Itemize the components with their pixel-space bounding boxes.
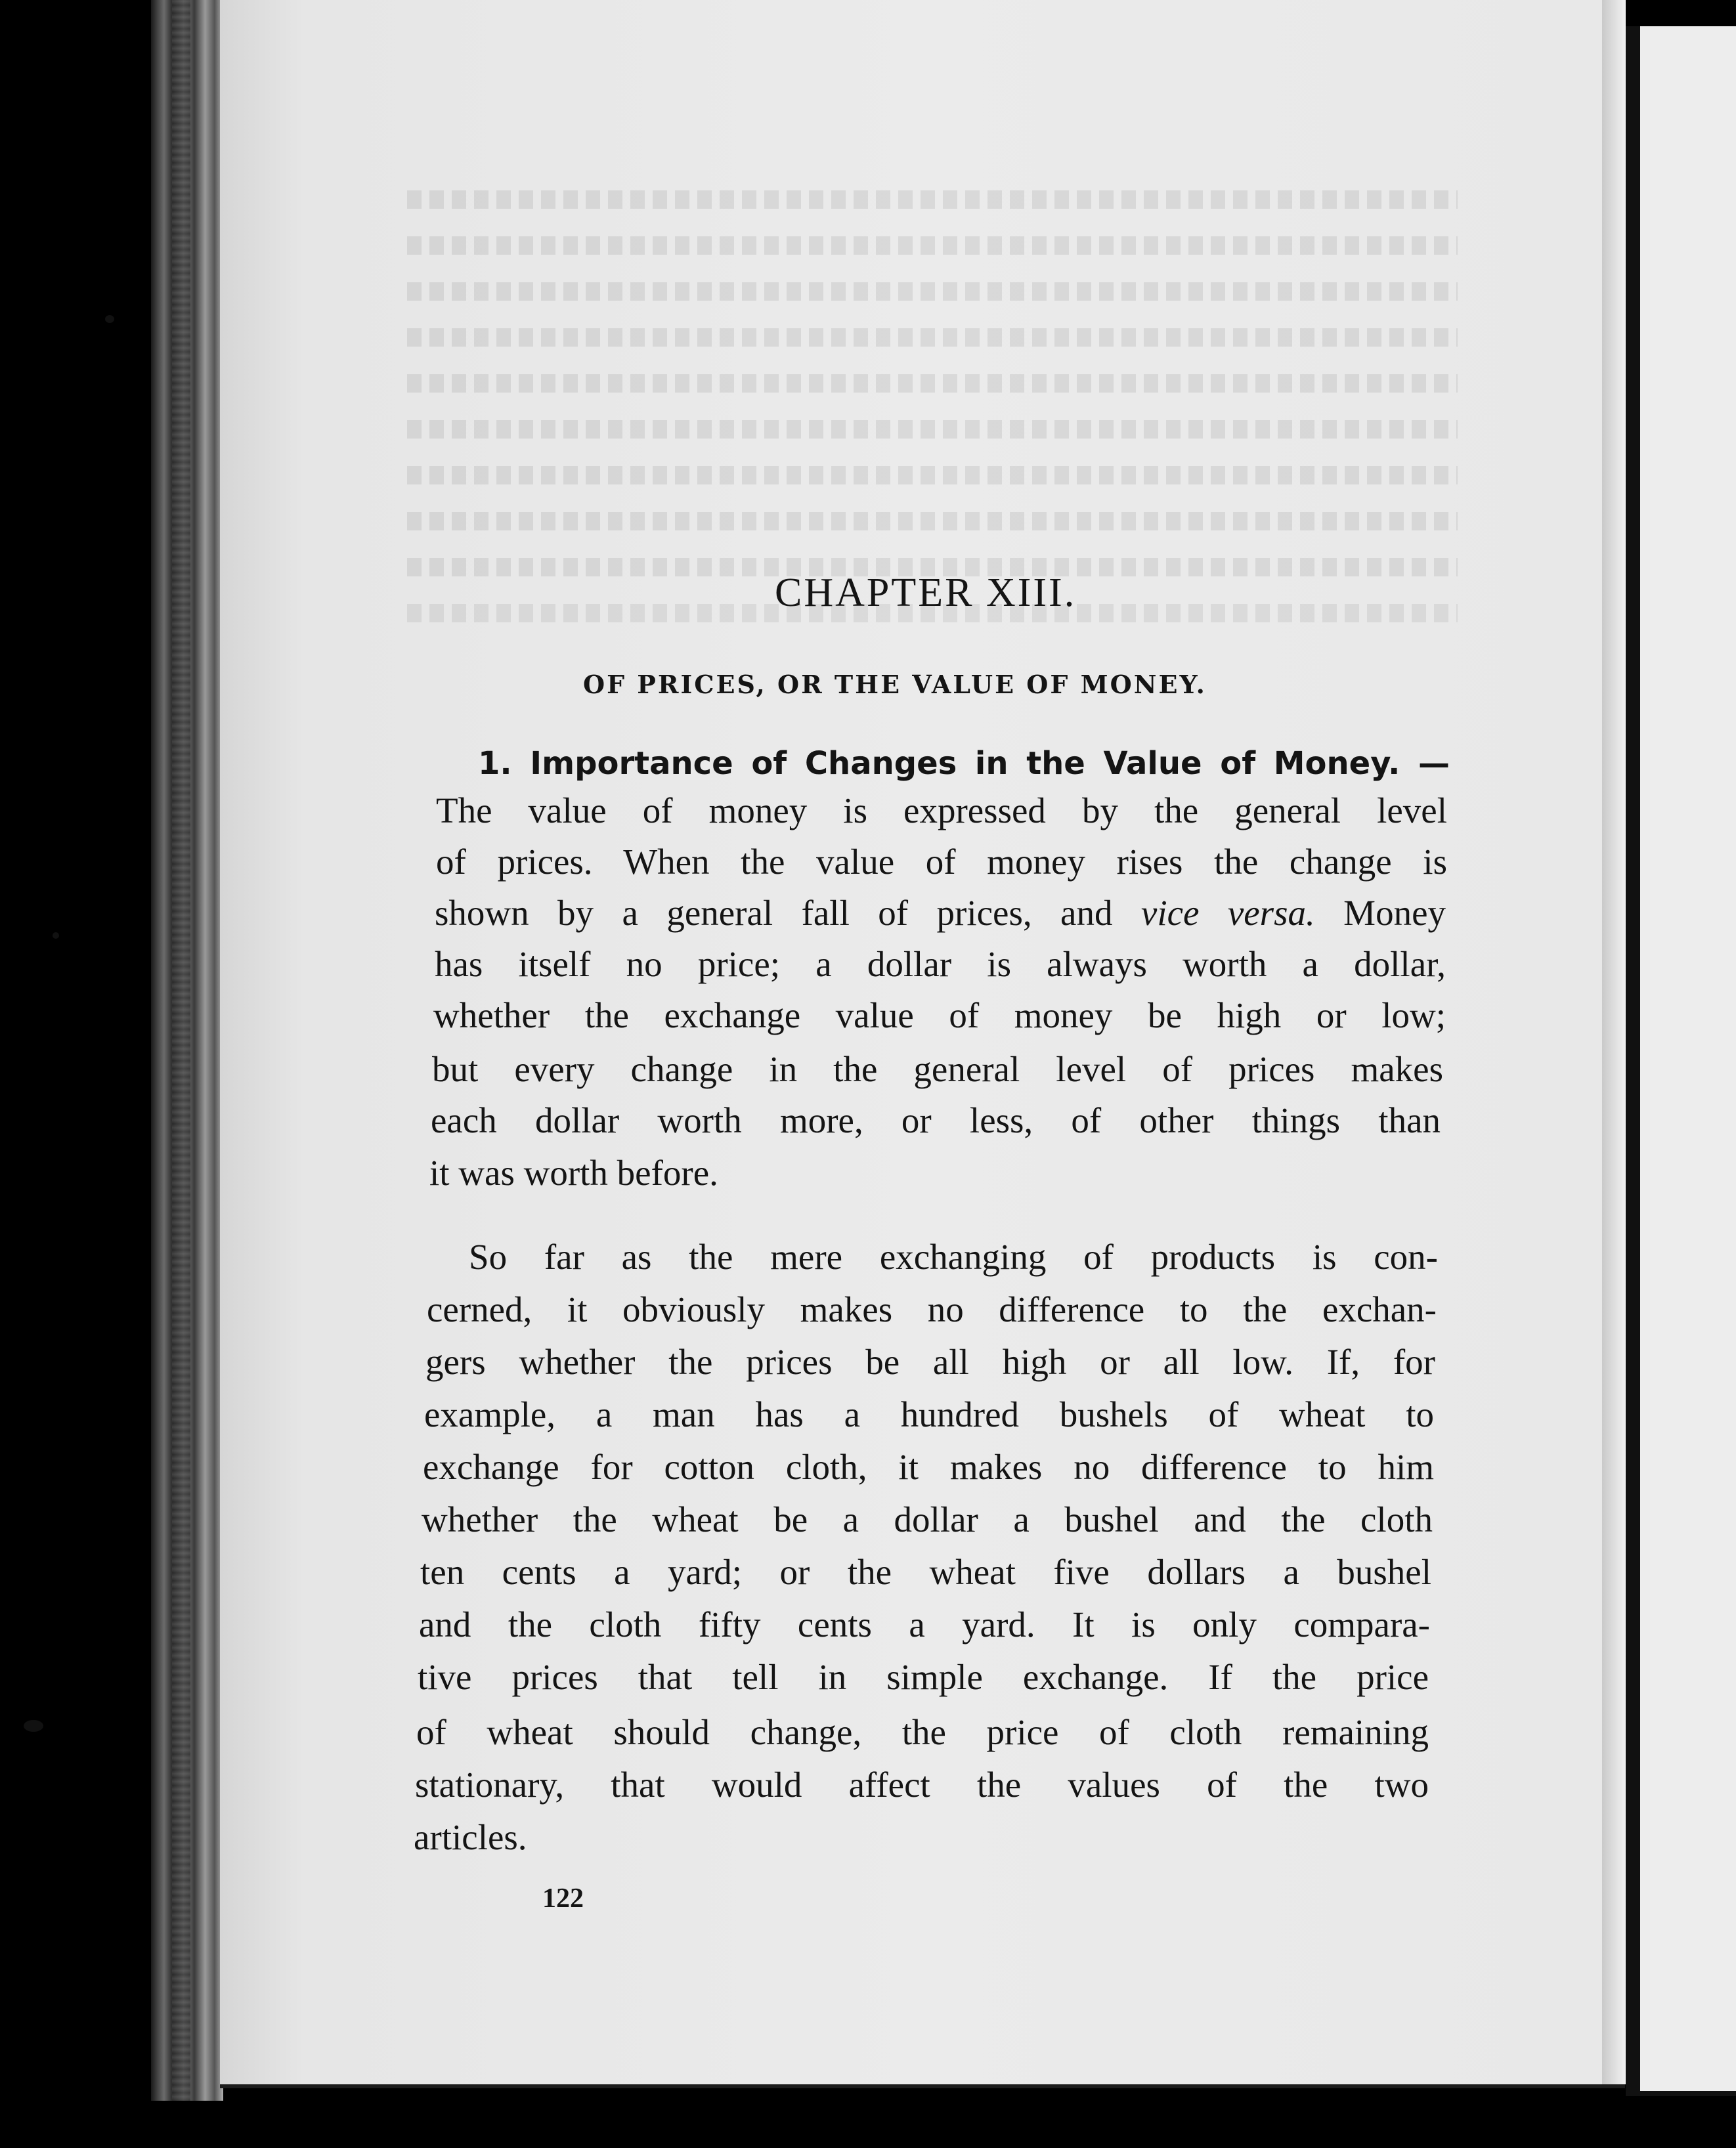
- body-line-text: shown by a general fall of prices, and: [435, 893, 1113, 933]
- section-1-heading: [478, 739, 1450, 785]
- body-line: and the cloth fifty cents a yard. It is only compara-: [419, 1604, 1430, 1644]
- body-line-italic: [435, 890, 1446, 936]
- body-line: exchange for cotton cloth, it makes no difference to him: [423, 1447, 1434, 1487]
- body-line: each dollar worth more, or less, of other things than: [431, 1100, 1441, 1140]
- body-line: gers whether the prices be all high or all low. If, for: [425, 1342, 1435, 1382]
- body-line: The value of money is expressed by the general level: [436, 790, 1447, 830]
- body-line: of prices. When the value of money rises the change is: [436, 842, 1447, 882]
- italic-phrase: vice versa.: [1140, 893, 1315, 933]
- page-number: 122: [542, 1883, 584, 1914]
- body-line: articles.: [414, 1817, 527, 1857]
- body-line: example, a man has a hundred bushels of wheat to: [424, 1394, 1434, 1434]
- body-line: ten cents a yard; or the wheat five dollars a bushel: [420, 1552, 1431, 1592]
- body-line: tive prices that tell in simple exchange. If the price: [418, 1657, 1429, 1697]
- chapter-heading: CHAPTER XIII.: [775, 570, 1077, 615]
- chapter-subheading: OF PRICES, OR THE VALUE OF MONEY.: [583, 670, 1207, 699]
- body-line: cerned, it obviously makes no difference to the exchan-: [427, 1289, 1437, 1329]
- body-line: but every change in the general level of prices makes: [432, 1049, 1443, 1089]
- section-1-title: 1. Importance of Changes in the Value of Money. —: [478, 745, 1450, 782]
- body-line: has itself no price; a dollar is always worth a dollar,: [435, 944, 1446, 984]
- body-line: So far as the mere exchanging of products is con-: [469, 1237, 1438, 1277]
- body-line: it was worth before.: [429, 1153, 718, 1193]
- body-line-tail: Money: [1343, 893, 1446, 933]
- body-line: stationary, that would affect the values of the two: [415, 1765, 1429, 1805]
- body-line: whether the exchange value of money be high or low;: [433, 995, 1446, 1035]
- body-line: of wheat should change, the price of cloth remaining: [416, 1712, 1429, 1752]
- body-line: whether the wheat be a dollar a bushel and the cloth: [422, 1499, 1433, 1539]
